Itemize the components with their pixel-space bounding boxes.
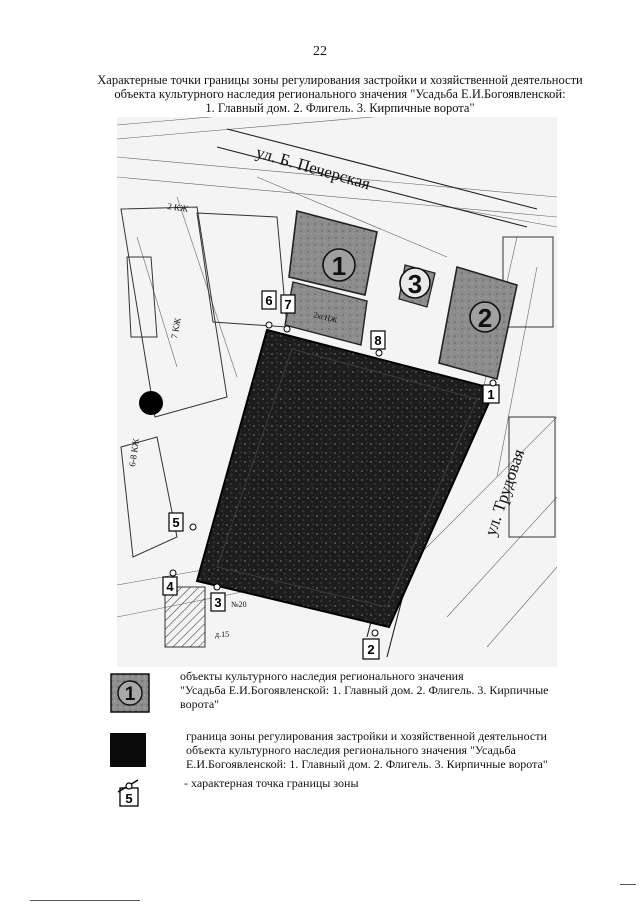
zone-legend-swatch xyxy=(110,733,146,767)
boundary-point-6: 6 xyxy=(265,293,273,308)
label-house15: д.15 xyxy=(215,630,230,639)
object-marker-1-label: 1 xyxy=(331,251,347,281)
regulation-zone xyxy=(197,330,495,627)
label-6-8kzh: 6-8 КЖ xyxy=(127,437,141,468)
boundary-point-2: 2 xyxy=(367,642,375,657)
boundary-point-5: 5 xyxy=(172,515,180,530)
label-house20: №20 xyxy=(231,600,247,609)
zone-legend-text xyxy=(186,729,606,771)
point-legend-icon xyxy=(112,778,152,808)
boundary-point-8: 8 xyxy=(374,333,382,348)
boundary-point-1: 1 xyxy=(487,387,495,402)
title-line-3: 1. Главный дом. 2. Флигель. 3. Кирпичные ворота" xyxy=(205,101,475,115)
page-number: 22 xyxy=(313,44,327,59)
point-legend-text: - характерная точка границы зоны xyxy=(184,776,359,790)
page-edge-mark xyxy=(30,900,140,901)
map-title xyxy=(80,73,600,115)
object-marker-2-label: 2 xyxy=(477,303,493,333)
zone-legend-line-2: объекта культурного наследия регионального значения "Усадьба xyxy=(186,743,516,757)
zone-legend-line-3: Е.И.Богоявленской: 1. Главный дом. 2. Флигель. 3. Кирпичные ворота" xyxy=(186,757,548,771)
boundary-point-7: 7 xyxy=(284,297,292,312)
street-label-trudovaya: ул. Трудовая xyxy=(480,446,529,539)
page-edge-mark-right xyxy=(620,884,636,885)
label-2kzh: 2 КЖ xyxy=(166,201,189,214)
street-label-pechersk: ул. Б. Печерская xyxy=(253,142,373,194)
map-canvas xyxy=(117,117,557,667)
heritage-legend-icon xyxy=(110,673,150,713)
heritage-legend-line-1: объекты культурного наследия регионального значения xyxy=(180,669,464,683)
label-2ksh: 2ксНЖ xyxy=(312,310,339,325)
heritage-legend-line-2: "Усадьба Е.И.Богоявленской: 1. Главный дом. 2. Флигель. 3. Кирпичные xyxy=(180,683,549,697)
title-line-1: Характерные точки границы зоны регулирования застройки и хозяйственной деятельности xyxy=(97,73,583,87)
heritage-legend-line-3: ворота" xyxy=(180,697,220,711)
label-7kzh: 7 КЖ xyxy=(169,317,183,340)
heritage-legend-number: 1 xyxy=(124,684,136,705)
boundary-point-3: 3 xyxy=(214,595,222,610)
title-line-2: объекта культурного наследия регионального значения "Усадьба Е.И.Богоявленской: xyxy=(114,87,566,101)
black-circle-marker xyxy=(139,391,163,415)
object-marker-3-label: 3 xyxy=(407,269,423,299)
heritage-legend-text xyxy=(180,669,600,711)
point-legend-number: 5 xyxy=(125,791,133,806)
cadastral-map xyxy=(117,117,557,667)
boundary-point-4: 4 xyxy=(166,579,174,594)
zone-legend-line-1: граница зоны регулирования застройки и хозяйственной деятельности xyxy=(186,729,547,743)
